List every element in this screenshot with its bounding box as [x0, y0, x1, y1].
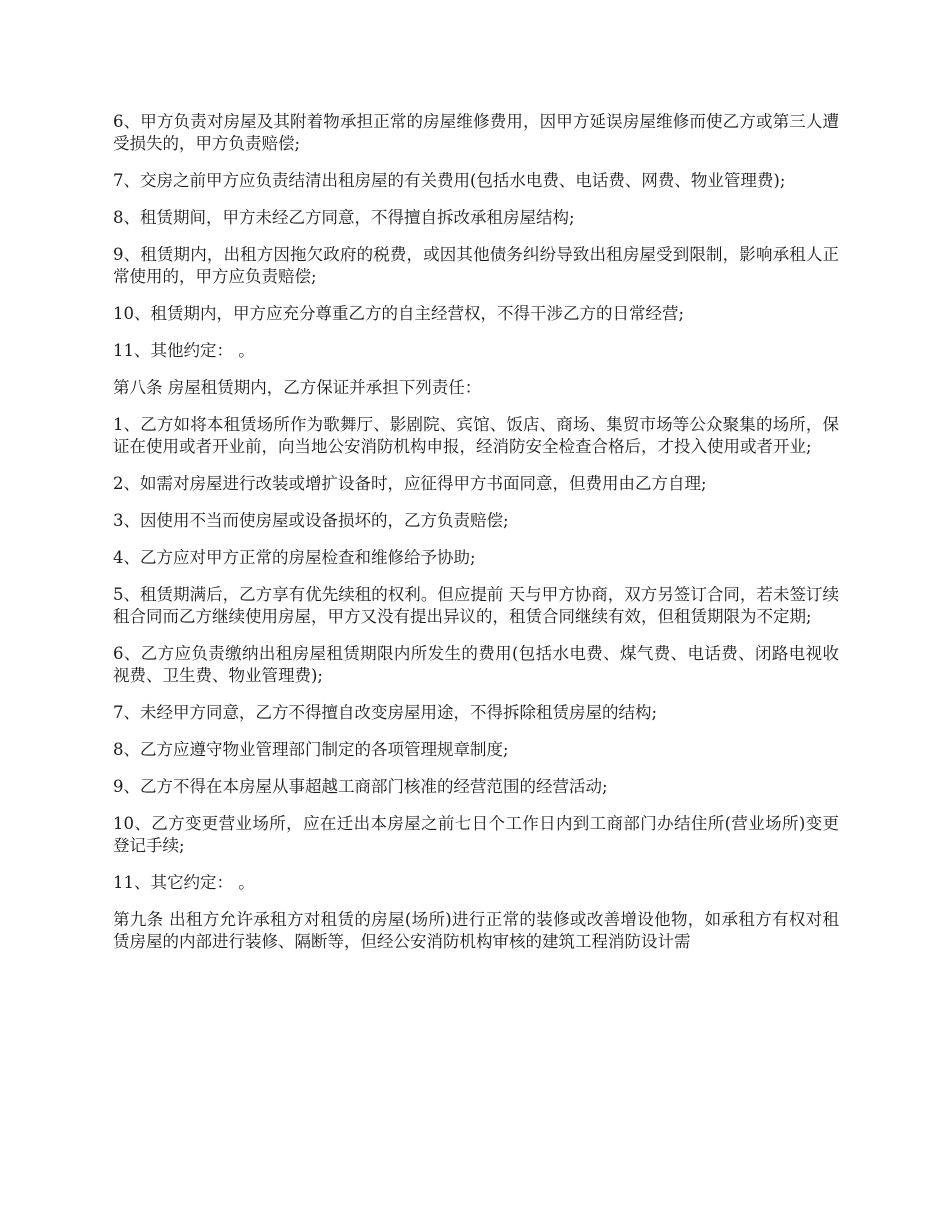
paragraph-tenant-clause-7: 7、未经甲方同意，乙方不得擅自改变房屋用途，不得拆除租赁房屋的结构; — [113, 703, 658, 722]
paragraph-landlord-clause-10: 10、租赁期内，甲方应充分尊重乙方的自主经营权，不得干涉乙方的日常经营; — [113, 304, 685, 323]
paragraph-tenant-clause-10: 10、乙方变更营业场所，应在迁出本房屋之前七日个工作日内到工商部门办结住所(营业场所)变更登记手续; — [113, 814, 839, 855]
paragraph-landlord-clause-11: 11、其他约定： 。 — [113, 341, 255, 360]
paragraph-landlord-clause-7: 7、交房之前甲方应负责结清出租房屋的有关费用(包括水电费、电话费、网费、物业管理费); — [113, 171, 786, 190]
paragraph-tenant-clause-5: 5、租赁期满后，乙方享有优先续租的权利。但应提前 天与甲方协商，双方另签订合同，若未签订续租合同而乙方继续使用房屋，甲方又没有提出异议的，租赁合同继续有效，但租赁期限为不定期; — [113, 585, 839, 626]
paragraph-tenant-clause-8: 8、乙方应遵守物业管理部门制定的各项管理规章制度; — [113, 740, 509, 759]
article-8-heading: 第八条 房屋租赁期内，乙方保证并承担下列责任： — [113, 378, 482, 397]
paragraph-tenant-clause-9: 9、乙方不得在本房屋从事超越工商部门核准的经营范围的经营活动; — [113, 777, 608, 796]
article-9-paragraph: 第九条 出租方允许承租方对租赁的房屋(场所)进行正常的装修或改善增设他物，如承租方有权对租赁房屋的内部进行装修、隔断等，但经公安消防机构审核的建筑工程消防设计需 — [113, 910, 839, 951]
paragraph-landlord-clause-9: 9、租赁期内，出租方因拖欠政府的税费，或因其他债务纠纷导致出租房屋受到限制，影响承租人正常使用的，甲方应负责赔偿; — [113, 245, 839, 286]
paragraph-landlord-clause-6: 6、甲方负责对房屋及其附着物承担正常的房屋维修费用，因甲方延误房屋维修而使乙方或第三人遭受损失的，甲方负责赔偿; — [113, 112, 839, 153]
paragraph-tenant-clause-3: 3、因使用不当而使房屋或设备损坏的，乙方负责赔偿; — [113, 511, 509, 530]
paragraph-landlord-clause-8: 8、租赁期间，甲方未经乙方同意，不得擅自拆改承租房屋结构; — [113, 208, 575, 227]
paragraph-tenant-clause-11: 11、其它约定： 。 — [113, 873, 255, 892]
paragraph-tenant-clause-2: 2、如需对房屋进行改装或增扩设备时，应征得甲方书面同意，但费用由乙方自理; — [113, 474, 707, 493]
paragraph-tenant-clause-4: 4、乙方应对甲方正常的房屋检查和维修给予协助; — [113, 548, 476, 567]
paragraph-tenant-clause-6: 6、乙方应负责缴纳出租房屋租赁期限内所发生的费用(包括水电费、煤气费、电话费、闭路电视收视费、卫生费、物业管理费); — [113, 644, 839, 685]
document-body — [113, 111, 839, 968]
paragraph-tenant-clause-1: 1、乙方如将本租赁场所作为歌舞厅、影剧院、宾馆、饭店、商场、集贸市场等公众聚集的场所，保证在使用或者开业前，向当地公安消防机构申报，经消防安全检查合格后，才投入使用或者开业; — [113, 415, 839, 456]
